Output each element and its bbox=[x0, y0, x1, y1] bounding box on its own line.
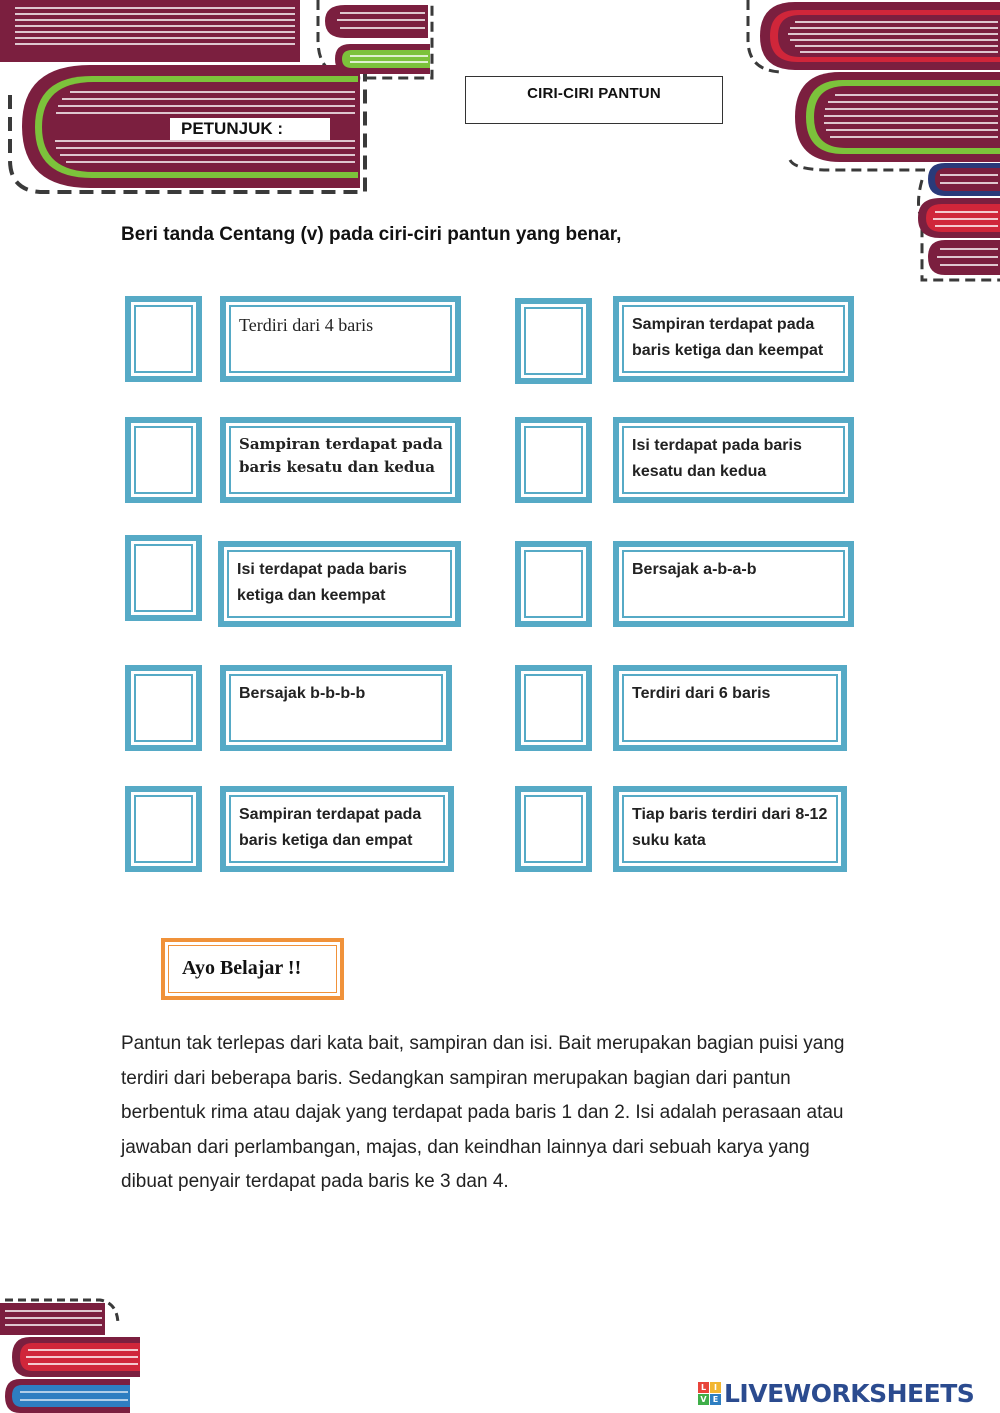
option-text: Terdiri dari 6 baris bbox=[632, 685, 771, 702]
option-text: Terdiri dari 4 baris bbox=[239, 315, 374, 335]
logo-letter: I bbox=[710, 1382, 721, 1393]
option-box-8 bbox=[613, 665, 847, 751]
option-box-1 bbox=[220, 296, 461, 382]
checkbox-5[interactable] bbox=[125, 535, 202, 621]
logo-letter: V bbox=[698, 1394, 709, 1405]
learn-paragraph: Pantun tak terlepas dari kata bait, sampiran dan isi. Bait merupakan bagian puisi yang terdiri dari beberapa baris. Sedangkan sampiran merupakan bagian dari pantun berbentuk rima atau dajak yang terdapat pada baris 1 dan 2. Isi adalah perasaan atau jawaban dari perlambangan, majas, dan keindhan lainnya dari sebuah karya yang dibuat penyair terdapat pada baris ke 3 dan 4. bbox=[121, 1033, 845, 1193]
option-text: Bersajak a-b-a-b bbox=[632, 561, 757, 578]
option-text: Tiap baris terdiri dari 8-12 suku kata bbox=[632, 806, 828, 849]
checkbox-4[interactable] bbox=[515, 417, 592, 503]
instruction-text: Beri tanda Centang (v) pada ciri-ciri pantun yang benar, bbox=[121, 224, 622, 245]
checkbox-1[interactable] bbox=[125, 296, 202, 382]
checkbox-2[interactable] bbox=[515, 298, 592, 384]
option-box-6 bbox=[613, 541, 854, 627]
option-text: Isi terdapat pada baris kesatu dan kedua bbox=[632, 437, 802, 480]
logo-text: LIVEWORKSHEETS bbox=[724, 1378, 975, 1408]
option-box-3 bbox=[220, 417, 461, 503]
option-text: Sampiran terdapat pada baris ketiga dan empat bbox=[239, 806, 422, 849]
book-stack-bottom-left bbox=[0, 1295, 150, 1413]
liveworksheets-logo bbox=[698, 1377, 998, 1409]
option-box-2 bbox=[613, 296, 854, 382]
checkbox-9[interactable] bbox=[125, 786, 202, 872]
option-text: Sampiran terdapat pada baris ketiga dan keempat bbox=[632, 316, 824, 359]
checkbox-6[interactable] bbox=[515, 541, 592, 627]
option-text: Bersajak b-b-b-b bbox=[239, 685, 366, 702]
checkbox-7[interactable] bbox=[125, 665, 202, 751]
checkbox-8[interactable] bbox=[515, 665, 592, 751]
option-box-4 bbox=[613, 417, 854, 503]
checkbox-3[interactable] bbox=[125, 417, 202, 503]
book-stack-top-left bbox=[0, 0, 440, 200]
option-box-9 bbox=[220, 786, 454, 872]
option-text: Isi terdapat pada baris ketiga dan keempat bbox=[237, 561, 407, 604]
learn-heading-box bbox=[161, 938, 344, 1000]
option-box-7 bbox=[220, 665, 452, 751]
option-box-5 bbox=[218, 541, 461, 627]
logo-letter: E bbox=[710, 1394, 721, 1405]
learn-heading: Ayo Belajar !! bbox=[182, 957, 302, 979]
checkbox-10[interactable] bbox=[515, 786, 592, 872]
option-box-10 bbox=[613, 786, 847, 872]
worksheet-title: CIRI-CIRI PANTUN bbox=[465, 76, 723, 124]
instructions-label: PETUNJUK : bbox=[181, 119, 284, 138]
logo-letter: L bbox=[698, 1382, 709, 1393]
logo-icon bbox=[698, 1382, 721, 1405]
option-text: Sampiran terdapat pada baris kesatu dan kedua bbox=[239, 435, 443, 476]
